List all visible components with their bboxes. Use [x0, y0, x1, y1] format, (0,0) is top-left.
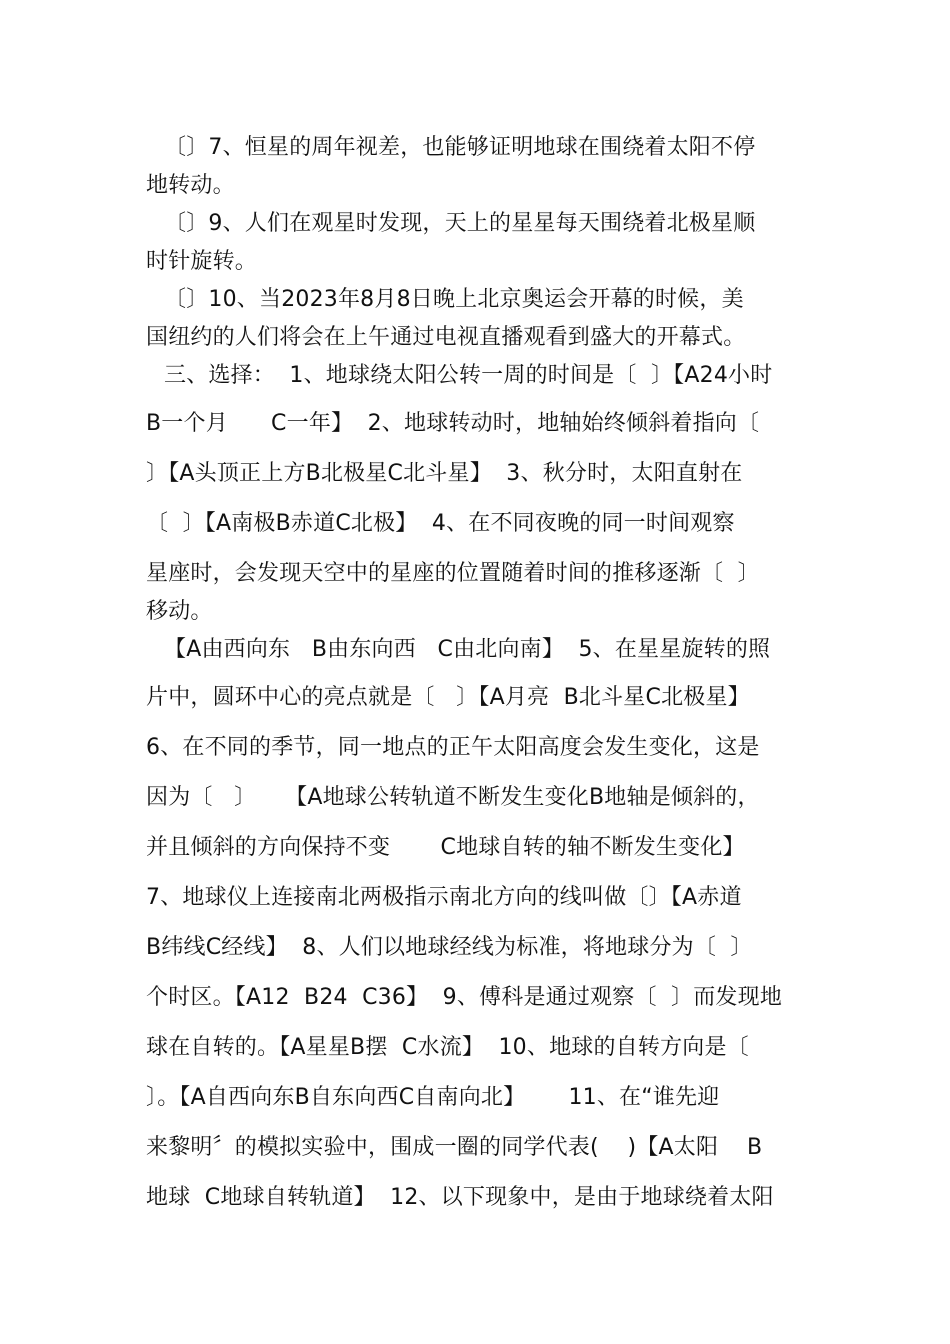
- text-line: 7、地球仪上连接南北两极指示南北方向的线叫做〔〕【A赤道: [146, 885, 742, 910]
- text-line: 【A由西向东 B由东向西 C由北向南】 5、在星星旋转的照: [164, 637, 771, 662]
- text-line: 球在自转的。【A星星B摆 C水流】 10、地球的自转方向是〔: [146, 1035, 749, 1060]
- text-line: 国纽约的人们将会在上午通过电视直播观看到盛大的开幕式。: [146, 325, 746, 350]
- text-line: B纬线C经线】 8、人们以地球经线为标准，将地球分为〔 〕: [146, 935, 753, 960]
- text-line: 三、选择： 1、地球绕太阳公转一周的时间是〔 〕【A24小时: [164, 363, 773, 388]
- text-line: 〔〕9、人们在观星时发现，天上的星星每天围绕着北极星顺: [164, 211, 756, 236]
- text-line: 地球 C地球自转轨道】 12、以下现象中，是由于地球绕着太阳: [146, 1185, 774, 1210]
- text-line: 6、在不同的季节，同一地点的正午太阳高度会发生变化，这是: [146, 735, 760, 760]
- text-line: 〔 〕【A南极B赤道C北极】 4、在不同夜晚的同一时间观察: [146, 511, 735, 536]
- text-line: 片中，圆环中心的亮点就是〔 〕【A月亮 B北斗星C北极星】: [146, 685, 750, 710]
- text-line: B一个月 C一年】 2、地球转动时，地轴始终倾斜着指向〔: [146, 411, 760, 436]
- text-line: 因为〔 〕 【A地球公转轨道不断发生变化B地轴是倾斜的，: [146, 785, 760, 810]
- text-line: 〔〕7、恒星的周年视差，也能够证明地球在围绕着太阳不停: [164, 135, 756, 160]
- text-line: 〕【A头顶正上方B北极星C北斗星】 3、秋分时，太阳直射在: [146, 461, 743, 486]
- text-line: 并且倾斜的方向保持不变 C地球自转的轴不断发生变化】: [146, 835, 745, 860]
- text-line: 时针旋转。: [146, 249, 258, 274]
- text-line: 地转动。: [146, 173, 235, 198]
- text-line: 〕。【A自西向东B自东向西C自南向北】 11、在“谁先迎: [146, 1085, 720, 1110]
- text-line: 星座时，会发现天空中的星座的位置随着时间的推移逐渐〔 〕: [146, 561, 760, 586]
- text-line: 移动。: [146, 599, 213, 624]
- text-line: 个时区。【A12 B24 C36】 9、傅科是通过观察〔 〕而发现地: [146, 985, 783, 1010]
- text-line: 〔〕10、当2023年8月8日晚上北京奥运会开幕的时候，美: [164, 287, 744, 312]
- text-line: 来黎明〞的模拟实验中，围成一圈的同学代表( )【A太阳 B: [146, 1135, 763, 1160]
